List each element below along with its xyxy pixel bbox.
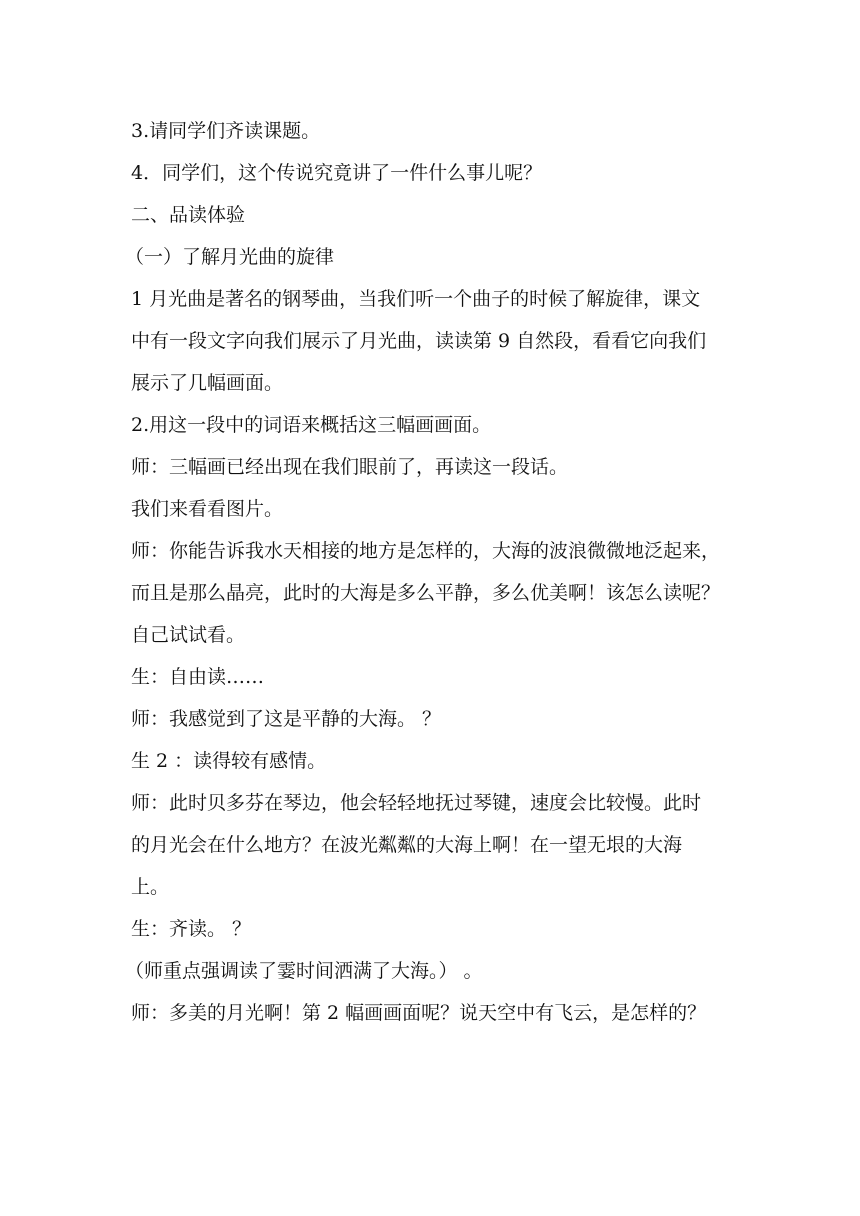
text-line-6: 中有一段文字向我们展示了月光曲，读读第 9 自然段，看看它向我们	[131, 330, 707, 352]
text-line-2: 4．同学们，这个传说究竟讲了一件什么事儿呢？	[131, 162, 543, 184]
subsection-heading: （一）了解月光曲的旋律	[125, 246, 335, 268]
text-line-11: 师：你能告诉我水天相接的地方是怎样的，大海的波浪微微地泛起来，	[131, 540, 721, 562]
text-line-8: 2.用这一段中的词语来概括这三幅画画面。	[131, 414, 492, 436]
text-line-1: 3.请同学们齐读课题。	[131, 120, 321, 142]
text-line-14: 生：自由读……	[131, 666, 265, 688]
text-line-17: 师：此时贝多芬在琴边，他会轻轻地抚过琴键，速度会比较慢。此时	[131, 792, 702, 814]
text-line-12: 而且是那么晶亮，此时的大海是多么平静，多么优美啊！该怎么读呢？	[131, 582, 721, 604]
text-line-19: 上。	[131, 876, 170, 898]
text-line-21: （师重点强调读了霎时间洒满了大海。） 。	[125, 960, 483, 982]
text-line-22: 师：多美的月光啊！第 2 幅画画面呢？说天空中有飞云，是怎样的？	[131, 1002, 707, 1024]
text-line-9: 师：三幅画已经出现在我们眼前了，再读这一段话。	[131, 456, 569, 478]
document-body	[125, 114, 731, 1030]
text-line-15: 师：我感觉到了这是平静的大海。 ？	[131, 708, 442, 730]
text-line-13: 自己试试看。	[131, 624, 246, 646]
text-line-7: 展示了几幅画面。	[131, 372, 284, 394]
text-line-18: 的月光会在什么地方？在波光粼粼的大海上啊！在一望无垠的大海	[131, 834, 683, 856]
text-line-20: 生：齐读。 ？	[131, 918, 252, 940]
section-heading: 二、品读体验	[131, 204, 246, 226]
text-line-5: 1 月光曲是著名的钢琴曲，当我们听一个曲子的时候了解旋律，课文	[131, 288, 701, 310]
text-line-10: 我们来看看图片。	[131, 498, 284, 520]
text-line-16: 生 2 ：读得较有感情。	[131, 750, 327, 772]
